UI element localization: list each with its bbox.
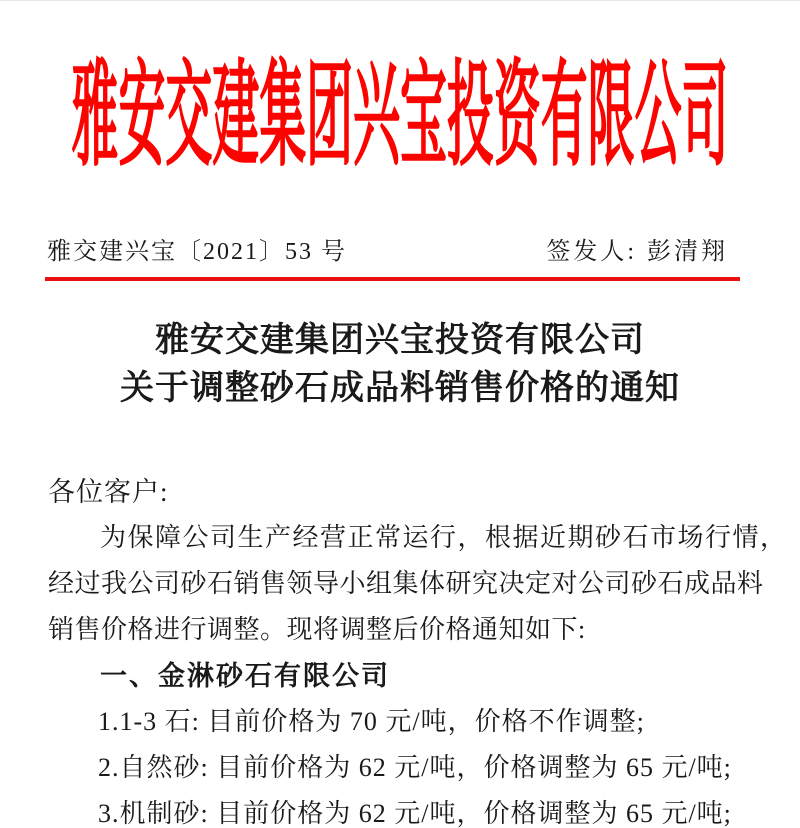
document-title <box>0 317 800 413</box>
issuer-name: 彭清翔 <box>647 238 728 265</box>
document-number: 雅交建兴宝〔2021〕53 号 <box>47 238 347 265</box>
document-body <box>48 469 788 828</box>
issuer-block <box>546 231 728 266</box>
company-masthead-title: 雅安交建集团兴宝投资有限公司 <box>71 52 729 180</box>
salutation: 各位客户: <box>48 477 169 507</box>
document-title-line2: 关于调整砂石成品料销售价格的通知 <box>120 370 680 407</box>
price-item-1: 1.1-3 石: 目前价格为 70 元/吨，价格不作调整; <box>98 707 645 736</box>
document-title-line1: 雅安交建集团兴宝投资有限公司 <box>155 322 645 359</box>
paragraph-line-1: 为保障公司生产经营正常运行，根据近期砂石市场行情， <box>100 523 788 552</box>
red-letterhead <box>0 11 800 223</box>
price-item-2: 2.自然砂: 目前价格为 62 元/吨，价格调整为 65 元/吨; <box>98 753 732 782</box>
paragraph-line-3: 销售价格进行调整。现将调整后价格通知如下: <box>48 615 586 644</box>
red-divider-rule <box>45 277 740 281</box>
paragraph-line-2: 经过我公司砂石销售领导小组集体研究决定对公司砂石成品料 <box>48 569 764 598</box>
section-heading-jinlin: 一、金淋砂石有限公司 <box>100 661 390 691</box>
price-item-3: 3.机制砂: 目前价格为 62 元/吨，价格调整为 65 元/吨; <box>98 799 732 828</box>
issuer-label: 签发人: <box>546 238 637 265</box>
doc-meta-row <box>0 233 800 263</box>
